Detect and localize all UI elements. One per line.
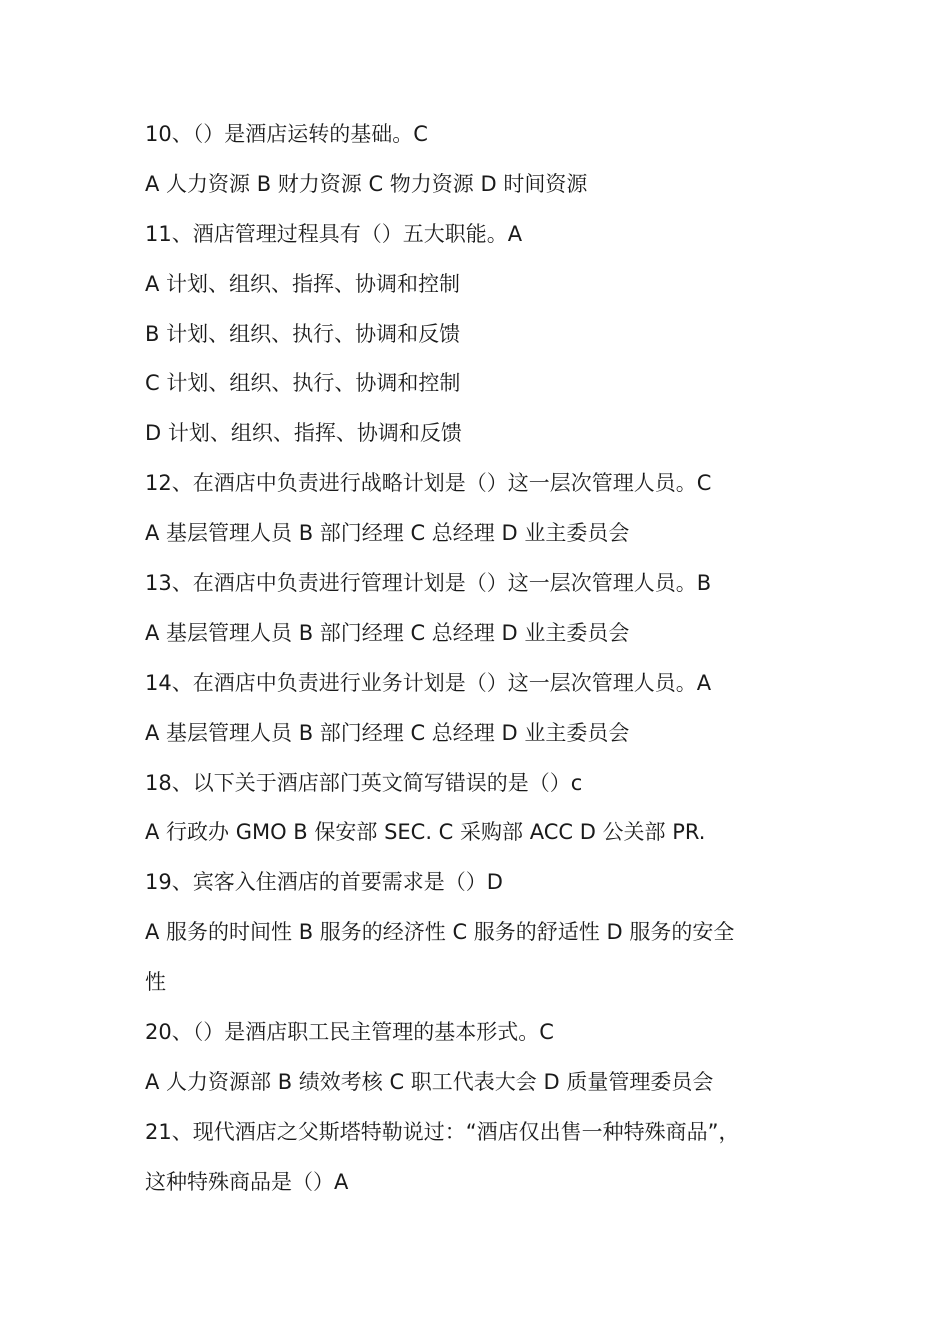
question-13-options: A 基层管理人员 B 部门经理 C 总经理 D 业主委员会 [145,620,630,645]
question-19: 19、宾客入住酒店的首要需求是（）D [145,870,503,895]
question-12-options: A 基层管理人员 B 部门经理 C 总经理 D 业主委员会 [145,521,630,546]
question-20: 20、（）是酒店职工民主管理的基本形式。C [145,1020,554,1045]
question-11-option-c: C 计划、组织、执行、协调和控制 [145,371,461,396]
question-11-option-a: A 计划、组织、指挥、协调和控制 [145,271,461,296]
question-19-options: A 服务的时间性 B 服务的经济性 C 服务的舒适性 D 服务的安全 [145,920,735,945]
question-18-options: A 行政办 GMO B 保安部 SEC. C 采购部 ACC D 公关部 PR. [145,820,706,845]
question-13: 13、在酒店中负责进行管理计划是（）这一层次管理人员。B [145,571,712,596]
question-14: 14、在酒店中负责进行业务计划是（）这一层次管理人员。A [145,670,712,695]
question-12: 12、在酒店中负责进行战略计划是（）这一层次管理人员。C [145,471,712,496]
question-21-continued: 这种特殊商品是（）A [145,1169,349,1194]
question-11-option-d: D 计划、组织、指挥、协调和反馈 [145,421,462,446]
question-19-options-continued: 性 [145,970,166,995]
question-14-options: A 基层管理人员 B 部门经理 C 总经理 D 业主委员会 [145,720,630,745]
question-21: 21、现代酒店之父斯塔特勒说过：“酒店仅出售一种特殊商品”， [145,1119,740,1144]
question-11: 11、酒店管理过程具有（）五大职能。A [145,221,523,246]
question-20-options: A 人力资源部 B 绩效考核 C 职工代表大会 D 质量管理委员会 [145,1069,714,1094]
question-18: 18、以下关于酒店部门英文简写错误的是（）c [145,770,583,795]
question-list [145,110,810,1208]
question-10-options: A 人力资源 B 财力资源 C 物力资源 D 时间资源 [145,171,588,196]
question-11-option-b: B 计划、组织、执行、协调和反馈 [145,321,461,346]
question-10: 10、（）是酒店运转的基础。C [145,122,428,146]
